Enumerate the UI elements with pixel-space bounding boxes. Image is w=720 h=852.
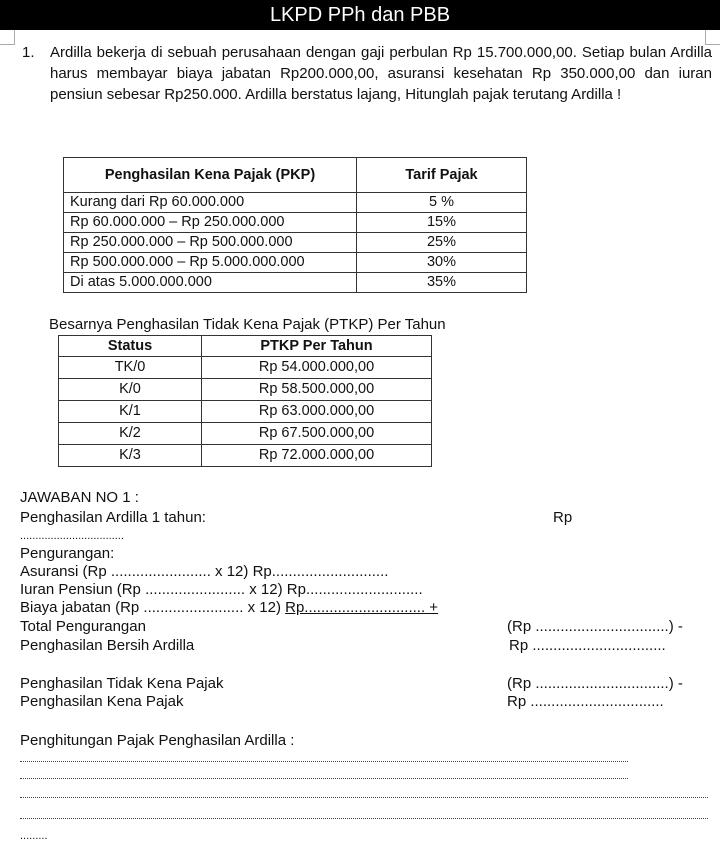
status: K/0 [59, 379, 202, 401]
position-cost-rp: Rp............................. + [285, 599, 439, 616]
pkp-range: Rp 500.000.000 – Rp 5.000.000.000 [64, 253, 357, 273]
ptkp-amount: Rp 72.000.000,00 [202, 445, 432, 467]
status: K/1 [59, 401, 202, 423]
tax-rate: 35% [357, 273, 527, 293]
calc-blank-line[interactable] [20, 778, 628, 779]
table-header-row [64, 158, 527, 193]
income-blank[interactable]: .................................. [20, 530, 124, 542]
income-label: Penghasilan Ardilla 1 tahun: [20, 509, 206, 526]
ptkp-value[interactable]: (Rp ................................) - [507, 675, 683, 692]
tax-rate: 5 % [357, 193, 527, 213]
pkp-tax-rate-table [63, 157, 527, 293]
calc-blank-line[interactable] [20, 797, 708, 798]
header-status: Status [59, 336, 202, 357]
ptkp-caption: Besarnya Penghasilan Tidak Kena Pajak (PTKP) Per Tahun [49, 316, 446, 333]
header-tarif: Tarif Pajak [357, 158, 527, 193]
table-row [64, 213, 527, 233]
status: K/2 [59, 423, 202, 445]
status: K/3 [59, 445, 202, 467]
status: TK/0 [59, 357, 202, 379]
table-row [64, 273, 527, 293]
page-title: LKPD PPh dan PBB [0, 0, 720, 30]
ptkp-amount: Rp 67.500.000,00 [202, 423, 432, 445]
table-row [59, 379, 432, 401]
table-row [64, 253, 527, 273]
total-deductions-label: Total Pengurangan [20, 618, 146, 635]
pkp-range: Kurang dari Rp 60.000.000 [64, 193, 357, 213]
table-header-row [59, 336, 432, 357]
pkp-value[interactable]: Rp ................................ [507, 693, 664, 710]
table-row [64, 193, 527, 213]
net-income-value[interactable]: Rp ................................ [509, 637, 666, 654]
position-cost-line[interactable] [20, 599, 438, 616]
corner-mark-left [0, 30, 15, 45]
question-number: 1. [22, 44, 35, 61]
ptkp-amount: Rp 58.500.000,00 [202, 379, 432, 401]
ptkp-label: Penghasilan Tidak Kena Pajak [20, 675, 224, 692]
pkp-range: Rp 250.000.000 – Rp 500.000.000 [64, 233, 357, 253]
tax-rate: 15% [357, 213, 527, 233]
calc-label: Penghitungan Pajak Penghasilan Ardilla : [20, 732, 295, 749]
table-row [59, 357, 432, 379]
total-deductions-value[interactable]: (Rp ................................) - [507, 618, 683, 635]
table-row [59, 423, 432, 445]
ptkp-amount: Rp 54.000.000,00 [202, 357, 432, 379]
question-1 [22, 42, 712, 105]
header-pkp: Penghasilan Kena Pajak (PKP) [64, 158, 357, 193]
question-text: Ardilla bekerja di sebuah perusahaan dengan gaji perbulan Rp 15.700.000,00. Setiap bulan Ardilla harus membayar biaya jabatan Rp200.000,00, asuransi kesehatan Rp 350.000,00 dan iuran pensiun sebesar Rp250.000. Ardilla berstatus lajang, Hitunglah pajak terutang Ardilla ! [50, 44, 712, 103]
calc-blank-line[interactable] [20, 818, 708, 819]
table-row [59, 401, 432, 423]
position-cost-text: Biaya jabatan (Rp ........................ x 12) [20, 599, 286, 616]
income-rp: Rp [553, 509, 573, 526]
ptkp-table [58, 335, 432, 467]
answer-heading: JAWABAN NO 1 : [20, 489, 139, 506]
pkp-range: Rp 60.000.000 – Rp 250.000.000 [64, 213, 357, 233]
header-ptkp: PTKP Per Tahun [202, 336, 432, 357]
deductions-label: Pengurangan: [20, 545, 115, 562]
calc-blank-line[interactable] [20, 761, 628, 762]
table-row [59, 445, 432, 467]
pkp-range: Di atas 5.000.000.000 [64, 273, 357, 293]
insurance-line[interactable]: Asuransi (Rp ........................ x 12) Rp............................ [20, 563, 389, 580]
calc-final-dots[interactable]: ......... [20, 830, 48, 842]
net-income-label: Penghasilan Bersih Ardilla [20, 637, 195, 654]
table-row [64, 233, 527, 253]
tax-rate: 30% [357, 253, 527, 273]
ptkp-amount: Rp 63.000.000,00 [202, 401, 432, 423]
pension-line[interactable]: Iuran Pensiun (Rp ........................ x 12) Rp............................ [20, 581, 423, 598]
pkp-label: Penghasilan Kena Pajak [20, 693, 184, 710]
tax-rate: 25% [357, 233, 527, 253]
